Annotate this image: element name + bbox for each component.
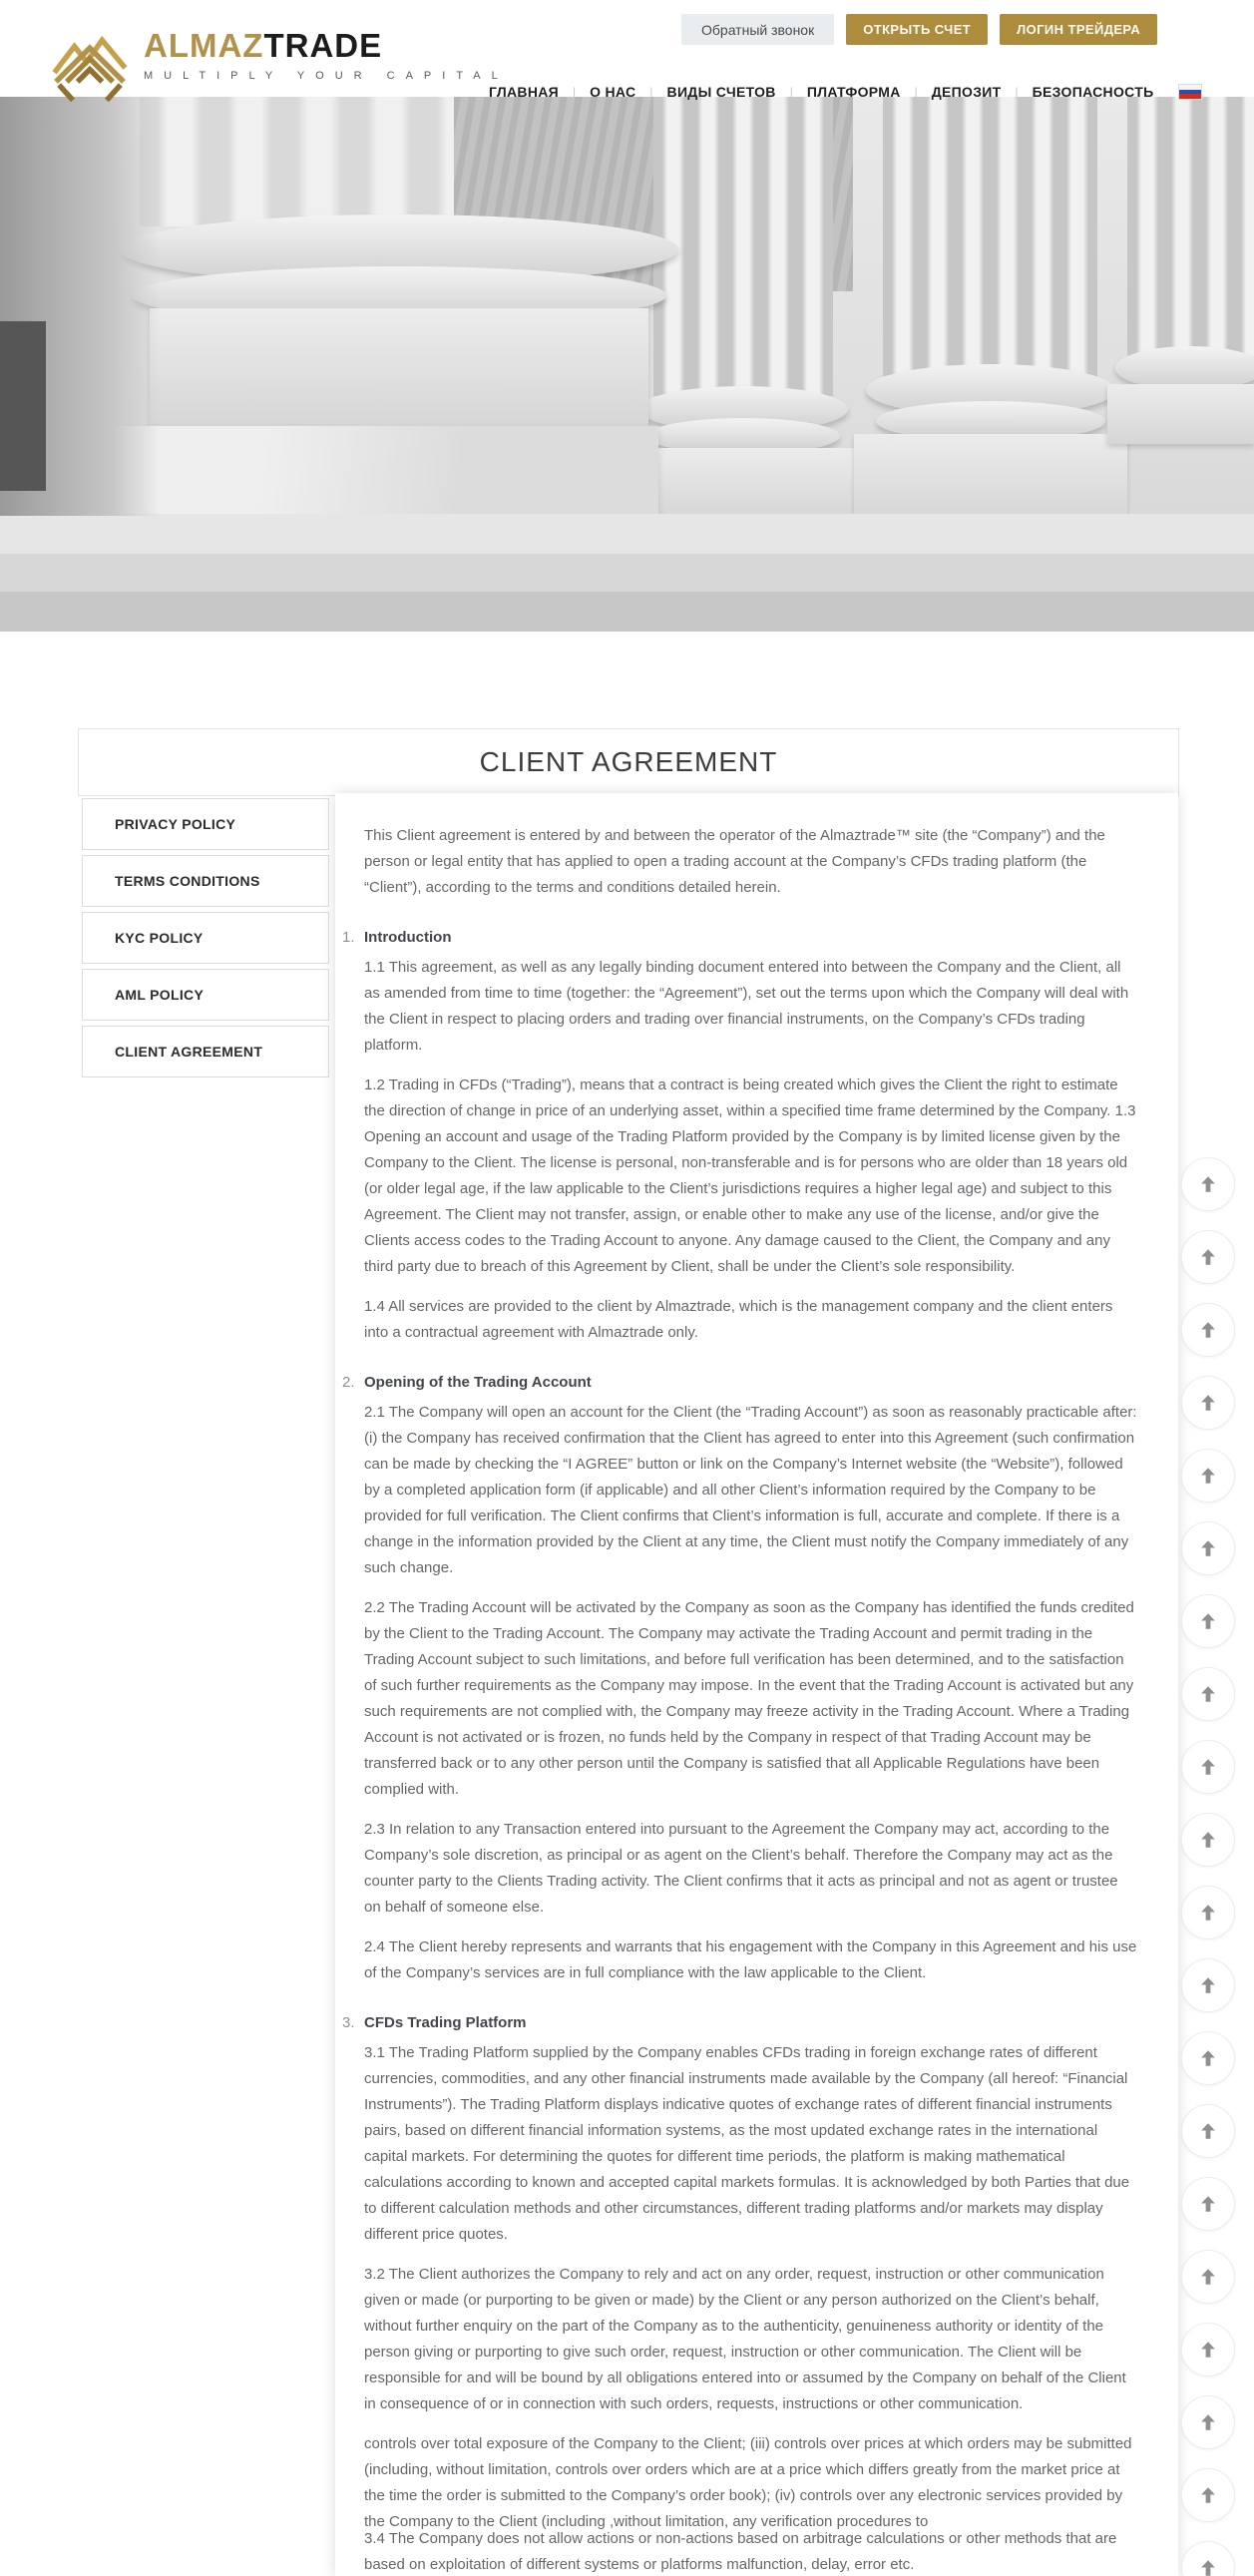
section-number: 2. — [342, 1374, 355, 1391]
agreement-paragraph: 3.2 The Client authorizes the Company to rely and act on any order, request, instruction or other communication given or made (or purporting to be given or made) by the Client or any person authorized on the Client’s behalf, without further enquiry on the part of the Company as to the authenticity, genuineness authority or identity of the person giving or purporting to give such order, request, instruction or other communication. The Client will be responsible for and will be bound by all obligations entered into or assumed by the Company on behalf of the Client in consequence of or in connection with such orders, requests, instructions or other communication. — [364, 2266, 1126, 2412]
nav-item-платформа[interactable]: ПЛАТФОРМА — [806, 84, 901, 100]
agreement-paragraph: 1.1 This agreement, as well as any legally binding document entered into between the Company and the Client, all as amended from time to time (together: the “Agreement”), set out the terms upon which the Company will deal with the Client in respect to placing orders and trading over financial instruments, on the Company’s CFDs trading platform. — [364, 959, 1129, 1054]
policy-sidebar — [82, 798, 329, 1082]
arrow-up-icon — [1197, 1319, 1219, 1341]
header-actions — [681, 14, 1157, 45]
scroll-to-top-button[interactable] — [1181, 2468, 1235, 2522]
arrow-up-icon — [1197, 1392, 1219, 1414]
logo[interactable] — [50, 28, 509, 102]
scroll-to-top-button[interactable] — [1181, 2395, 1235, 2449]
section-number: 1. — [342, 929, 355, 946]
brand-tagline: MULTIPLY YOUR CAPITAL — [144, 70, 509, 82]
brand-dark: TRADE — [263, 27, 383, 64]
logo-diamond-icon — [50, 28, 130, 102]
agreement-paragraph: 3.4 The Company does not allow actions or non-actions based on arbitrage calculations or other methods that are based on exploitation of different systems or platforms malfunction, delay, error etc. — [364, 2530, 1117, 2573]
hero-plinth — [150, 308, 648, 428]
sidebar-item-aml-policy[interactable]: AML POLICY — [82, 969, 329, 1021]
arrow-up-icon — [1197, 1465, 1219, 1487]
agreement-paragraph: 1.2 Trading in CFDs (“Trading”), means that a contract is being created which gives the Client the right to estimate the direction of change in price of an underlying asset, within a specified time frame determined by the Company. 1.3 Opening an account and usage of the Trading Platform provided by the Company is by limited license given by the Company to the Client. The license is personal, non-transferable and is for persons who are older than 18 years old (or older legal age, if the law applicable to the Client’s jurisdictions requires a higher legal age) and subject to this Agreement. The Client may not transfer, assign, or enable other to make any use of the license, and/or give the Clients access codes to the Trading Account to anyone. Any damage caused to the Client, the Company and any third party due to breach of this Agreement by Client, shall be under the Client’s sole responsibility. — [364, 1076, 1136, 1275]
nav-item-безопасность[interactable]: БЕЗОПАСНОСТЬ — [1032, 84, 1154, 100]
arrow-up-icon — [1197, 2411, 1219, 2433]
scroll-to-top-button[interactable] — [1181, 1740, 1235, 1794]
scroll-to-top-button[interactable] — [1181, 1667, 1235, 1721]
arrow-up-icon — [1197, 2120, 1219, 2142]
hero-column — [883, 97, 1097, 376]
logo-text — [144, 28, 509, 82]
scroll-to-top-button[interactable] — [1181, 2177, 1235, 2231]
scroll-to-top-button[interactable] — [1181, 2250, 1235, 2304]
site-header — [0, 0, 1254, 100]
nav-separator: | — [789, 85, 793, 99]
agreement-paragraph: 2.2 The Trading Account will be activated by the Company as soon as the Company has identified the funds credited by the Client to the Trading Account. The Company may activate the Trading Account and permit trading in the Trading Account subject to such limitations, and before full verification has been determined, and to the satisfaction of such further requirements as the Company may impose. In the event that the Trading Account is activated but any such requirements are not complied with, the Company may freeze activity in the Trading Account. Where a Trading Account is not activated or is frozen, no funds held by the Company in respect of that Trading Account may be transferred back or to any other person until the Company is satisfied that all Applicable Regulations have been complied with. — [364, 1599, 1134, 1798]
sidebar-item-kyc-policy[interactable]: KYC POLICY — [82, 912, 329, 964]
hero-step — [0, 554, 1254, 592]
arrow-up-icon — [1197, 2266, 1219, 2288]
agreement-paragraph: 2.1 The Company will open an account for the Client (the “Trading Account”) as soon as reasonably practicable after: (i) the Company has received confirmation that the Client has agreed to enter into this Agreement (such confirmation can be made by checking the “I AGREE” button or link on the Company’s Internet website (the “Website”), followed by a completed application form (if applicable) and all other Client’s information required by the Company to be provided for full verification. The Client confirms that Client’s information is full, accurate and complete. If there is a change in the information provided by the Client at any time, the Client must notify the Company immediately of any such change. — [364, 1404, 1137, 1576]
scroll-to-top-button[interactable] — [1181, 2541, 1235, 2576]
arrow-up-icon — [1197, 1902, 1219, 1924]
scroll-to-top-button[interactable] — [1181, 1594, 1235, 1648]
section-heading — [342, 2010, 1138, 2036]
section-number: 3. — [342, 2014, 355, 2031]
nav-item-главная[interactable]: ГЛАВНАЯ — [489, 84, 560, 100]
section-heading-text: CFDs Trading Platform — [364, 2014, 527, 2031]
agreement-paragraph: 2.3 In relation to any Transaction entered into pursuant to the Agreement the Company may act, according to the Company’s sole discretion, as principal or as agent on the Client’s behalf. Therefore the Company may act as the counter party to the Clients Trading activity. The Client confirms that it acts as principal and not as agent or trustee on behalf of someone else. — [364, 1821, 1118, 1916]
arrow-up-icon — [1197, 1683, 1219, 1705]
header-button-логин-трейдера[interactable]: ЛОГИН ТРЕЙДЕРА — [1000, 14, 1157, 45]
sidebar-item-privacy-policy[interactable]: PRIVACY POLICY — [82, 798, 329, 850]
scroll-to-top-button[interactable] — [1181, 1813, 1235, 1867]
scroll-to-top-button[interactable] — [1181, 1958, 1235, 2012]
page-title: CLIENT AGREEMENT — [479, 746, 778, 777]
nav-item-виды-счетов[interactable]: ВИДЫ СЧЕТОВ — [666, 84, 776, 100]
nav-item-депозит[interactable]: ДЕПОЗИТ — [931, 84, 1002, 100]
arrow-up-icon — [1197, 1756, 1219, 1778]
scroll-to-top-button[interactable] — [1181, 1157, 1235, 1211]
nav-separator: | — [1015, 85, 1019, 99]
section-heading — [342, 1370, 1138, 1396]
scroll-to-top-button[interactable] — [1181, 1886, 1235, 1939]
agreement-paragraph: 3.1 The Trading Platform supplied by the Company enables CFDs trading in foreign exchange rates of different currencies, commodities, and any other financial instruments made available by the Company (all hereof: “Financial Instruments”). The Trading Platform displays indicative quotes of exchange rates of different financial instruments pairs, based on different financial information systems, as the most updated exchange rates in the international capital markets. For determining the quotes for different time periods, the platform is making mathematical calculations according to known and accepted capital markets formulas. It is acknowledged by both Parties that due to different calculation methods and other circumstances, different trading platforms and/or markets may display different price quotes. — [364, 2044, 1130, 2243]
agreement-paragraph: This Client agreement is entered by and between the operator of the Almaztrade™ site (the “Company”) and the person or legal entity that has applied to open a trading account at the Company’s CFDs trading platform (the “Client”), according to the terms and conditions detailed herein. — [364, 827, 1105, 896]
brand-gold: ALMAZ — [144, 27, 264, 64]
arrow-up-icon — [1197, 2193, 1219, 2215]
header-button-обратный-звонок[interactable]: Обратный звонок — [681, 14, 834, 45]
nav-item-о-нас[interactable]: О НАС — [590, 84, 636, 100]
scroll-to-top-button[interactable] — [1181, 2323, 1235, 2376]
russia-flag-icon[interactable] — [1179, 85, 1201, 99]
scroll-to-top-button[interactable] — [1181, 2104, 1235, 2158]
hero-image-columns — [0, 97, 1254, 632]
section-heading — [342, 925, 1138, 951]
hero-step — [0, 592, 1254, 632]
arrow-up-icon — [1197, 1246, 1219, 1268]
agreement-content-panel — [335, 793, 1178, 2576]
scroll-to-top-button[interactable] — [1181, 1449, 1235, 1503]
agreement-paragraph: 1.4 All services are provided to the client by Almaztrade, which is the management company and the client enters into a contractual agreement with Almaztrade only. — [364, 1298, 1113, 1341]
hero-doorway — [0, 321, 46, 491]
sidebar-item-client-agreement[interactable]: CLIENT AGREEMENT — [82, 1026, 329, 1077]
arrow-up-icon — [1197, 1829, 1219, 1851]
page-title-card — [78, 728, 1179, 796]
header-button-открыть-счет[interactable]: ОТКРЫТЬ СЧЕТ — [846, 14, 988, 45]
arrow-up-icon — [1197, 1173, 1219, 1195]
scroll-to-top-button[interactable] — [1181, 1303, 1235, 1357]
scroll-to-top-button[interactable] — [1181, 1376, 1235, 1430]
arrow-up-icon — [1197, 2047, 1219, 2069]
scroll-to-top-button[interactable] — [1181, 2031, 1235, 2085]
hero-column — [653, 97, 833, 396]
brand-name — [144, 28, 509, 64]
arrow-up-icon — [1197, 2557, 1219, 2576]
scroll-to-top-button[interactable] — [1181, 1230, 1235, 1284]
nav-separator: | — [573, 85, 577, 99]
hero-step — [0, 514, 1254, 554]
arrow-up-icon — [1197, 2339, 1219, 2361]
arrow-up-icon — [1197, 1537, 1219, 1559]
arrow-up-icon — [1197, 1974, 1219, 1996]
agreement-paragraph: 2.4 The Client hereby represents and warrants that his engagement with the Company in this Agreement and his use of the Company’s services are in full compliance with the law applicable to the Client. — [364, 1938, 1137, 1981]
hero-plinth — [628, 448, 858, 518]
scroll-to-top-button[interactable] — [1181, 1521, 1235, 1575]
arrow-up-icon — [1197, 1610, 1219, 1632]
main-nav — [489, 84, 1201, 100]
nav-separator: | — [914, 85, 918, 99]
hero-plinth — [1107, 384, 1254, 444]
hero-column — [1127, 97, 1254, 356]
arrow-up-icon — [1197, 2484, 1219, 2506]
hero-plinth — [854, 434, 1127, 518]
section-heading-text: Opening of the Trading Account — [364, 1374, 592, 1391]
section-heading-text: Introduction — [364, 929, 452, 946]
agreement-paragraph: controls over total exposure of the Company to the Client; (iii) controls over prices at which orders may be submitted (including, without limitation, controls over orders which are at a price which differs greatly from the market price at the time the order is submitted to the Company’s order book); (iv) controls over any electronic services provided by the Company to the Client (including ,without limitation, any verification procedures to — [364, 2435, 1132, 2530]
sidebar-item-terms-conditions[interactable]: TERMS CONDITIONS — [82, 855, 329, 907]
nav-separator: | — [649, 85, 653, 99]
